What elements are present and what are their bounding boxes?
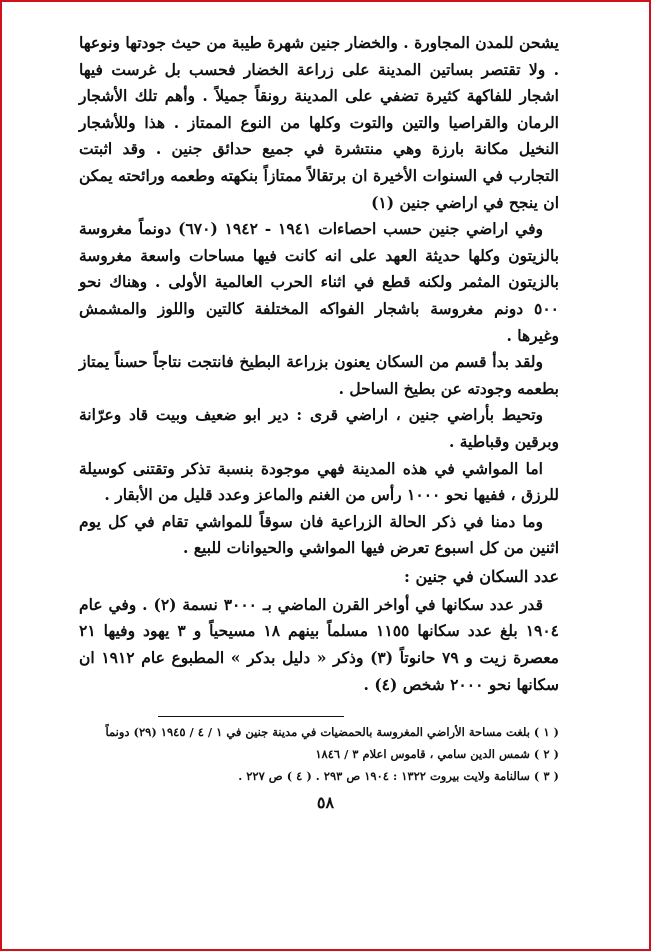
page-body — [79, 30, 559, 698]
paragraph-watermelon: ولقد بدأ قسم من السكان يعنون بزراعة البطيخ فانتجت نتاجاً حسناً يمتاز بطعمه وجودته عن بطيخ الساحل . — [79, 352, 559, 398]
paragraph-livestock-market: وما دمنا في ذكر الحالة الزراعية فان سوقاً للمواشي تقام في كل يوم اثنين من كل اسبوع تعرض فيها المواشي والحيوانات للبيع . — [79, 511, 559, 558]
paragraph-neighboring-villages: وتحيط بأراضي جنين ، اراضي قرى : دير ابو ضعيف وبيت قاد وعرّانة وبرقين وقباطية . — [79, 405, 559, 451]
footnote-2: ( ٢ ) شمس الدين سامي ، قاموس اعلام ٣ / ١٨٤٦ — [315, 747, 559, 761]
footnotes — [79, 721, 559, 787]
paragraph-population: قدر عدد سكانها في أواخر القرن الماضي بـ ٣٠٠٠ نسمة (٢) . وفي عام ١٩٠٤ بلغ عدد سكانها ١١٥٥ مسلماً بينهم ١٨ مسيحياً و ٣ يهود وفيها ٢١ معصرة زيت و ٧٩ حانوتاً (٣) وذكر « دليل بدكر » المطبوع عام ١٩١٢ ان سكانها نحو ٢٠٠٠ شخص (٤) . — [79, 594, 560, 694]
page-number: ٥٨ — [316, 793, 335, 812]
paragraph-livestock: اما المواشي في هذه المدينة فهي موجودة بنسبة تذكر وتقتنى كوسيلة للرزق ، ففيها نحو ١٠٠٠ رأس من الغنم والماعز وعدد قليل من الأبقار . — [79, 458, 559, 505]
footnote-divider — [158, 716, 344, 717]
footnote-3-4: ( ٣ ) سالنامة ولايت بيروت ١٣٢٢ : ١٩٠٤ ص ٢٩٣ . ( ٤ ) ص ٢٢٧ . — [238, 769, 559, 783]
paragraph-vegetables-fruit: يشحن للمدن المجاورة . والخضار جنين شهرة طيبة من حيث جودتها ونوعها . ولا تقتصر بساتين المدينة على زراعة الخضار فحسب بل غرست فيها اشجار للفاكهة كثيرة تضفي على المدينة رونقاً جميلاً . وأهم تلك الأشجار الرمان والقراصيا والتين والتوت وكلها من النوع الممتاز . هذا وللأشجار النخيل مكانة بارزة وهي منتشرة في جميع حدائق جنين . وقد اثبتت التجارب في السنوات الأخيرة ان برتقالاً ممتازاً بنكهته وطعمه ورائحته يمكن ان ينجح في اراضي جنين (١) — [79, 33, 559, 212]
paragraph-olives: وفي اراضي جنين حسب احصاءات ١٩٤١ - ١٩٤٢ (٦٧٠) دونماً مغروسة بالزيتون وكلها حديثة العهد على انه كانت فيها مساحات واسعة مغروسة بالزيتون المثمر ولكنه قطع في اثناء الحرب العالمية الأولى . وهناك نحو ٥٠٠ دونم مغروسة باشجار الفواكه المختلفة كالتين واللوز والمشمش وغيرها . — [79, 219, 559, 345]
section-heading-population: عدد السكان في جنين : — [403, 566, 559, 586]
footnote-1: ( ١ ) بلغت مساحة الأراضي المغروسة بالحمضيات في مدينة جنين في ١ / ٤ / ١٩٤٥ (٢٩) دونماً — [105, 725, 559, 739]
